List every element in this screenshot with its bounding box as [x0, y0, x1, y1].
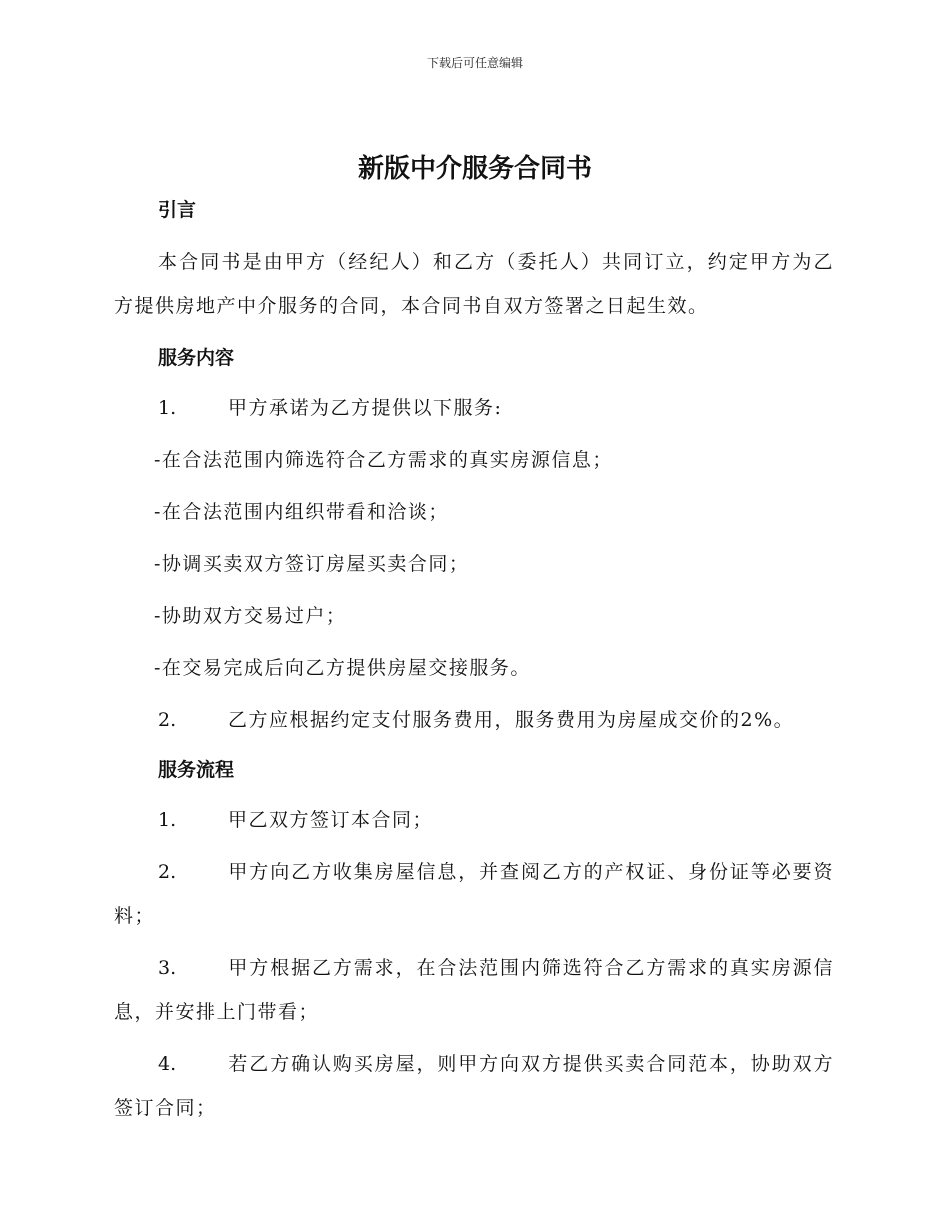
- process-item-1: [114, 798, 834, 842]
- process-item-4: [114, 1042, 834, 1130]
- service-bullet: -协助双方交易过户；: [154, 605, 347, 627]
- item-text: 甲方向乙方收集房屋信息，并查阅乙方的产权证、身份证等必要资料；: [114, 861, 834, 927]
- item-text: 甲方根据乙方需求，在合法范围内筛选符合乙方需求的真实房源信息，并安排上门带看；: [114, 957, 834, 1023]
- service-bullet: -协调买卖双方签订房屋买卖合同；: [154, 553, 470, 575]
- intro-paragraph: 本合同书是由甲方（经纪人）和乙方（委托人）共同订立，约定甲方为乙方提供房地产中介服务的合同，本合同书自双方签署之日起生效。: [114, 251, 834, 317]
- section-heading-intro: 引言: [158, 199, 197, 221]
- service-content-item-2: [114, 698, 834, 742]
- header-note: 下载后可任意编辑: [426, 56, 523, 70]
- item-number: 4.: [158, 1053, 177, 1075]
- item-text: 乙方应根据约定支付服务费用，服务费用为房屋成交价的2%。: [228, 709, 795, 731]
- item-number: 2.: [158, 861, 177, 883]
- item-number: 2.: [158, 709, 177, 731]
- section-heading-service-content: 服务内容: [158, 347, 235, 369]
- service-bullet: -在合法范围内筛选符合乙方需求的真实房源信息；: [154, 449, 613, 471]
- process-item-3: [114, 946, 834, 1034]
- service-bullet: -在合法范围内组织带看和洽谈；: [154, 501, 449, 523]
- service-content-item-1: [114, 386, 834, 430]
- item-text: 甲方承诺为乙方提供以下服务:: [228, 397, 503, 419]
- process-item-2: [114, 850, 834, 938]
- item-number: 1.: [158, 397, 177, 419]
- service-bullet: -在交易完成后向乙方提供房屋交接服务。: [154, 657, 531, 679]
- item-text: 若乙方确认购买房屋，则甲方向双方提供买卖合同范本，协助双方签订合同；: [114, 1053, 834, 1119]
- item-text: 甲乙双方签订本合同；: [228, 809, 434, 831]
- document-body: [114, 190, 834, 1130]
- item-number: 3.: [158, 957, 177, 979]
- section-heading-service-process: 服务流程: [158, 759, 235, 781]
- item-number: 1.: [158, 809, 177, 831]
- document-title: 新版中介服务合同书: [357, 154, 592, 184]
